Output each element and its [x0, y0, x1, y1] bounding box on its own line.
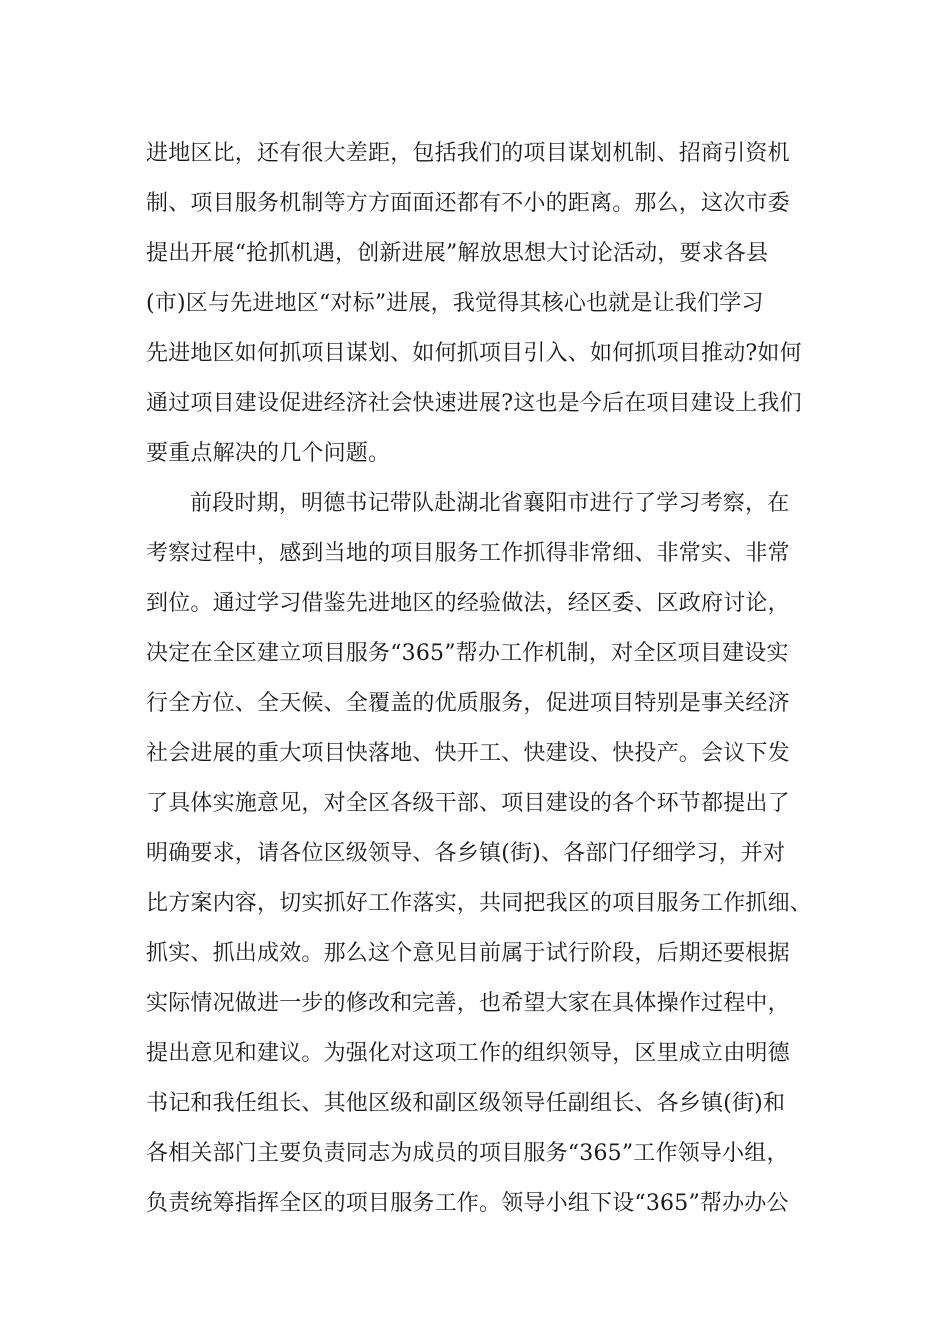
text-line: 制、项目服务机制等方方面面还都有不小的距离。那么，这次市委 — [146, 191, 790, 216]
text-line: 负责统筹指挥全区的项目服务工作。领导小组下设“365”帮办办公 — [146, 1191, 789, 1216]
text-line: 书记和我任组长、其他区级和副区级领导任副组长、各乡镇(街)和 — [146, 1091, 786, 1116]
text-line: 行全方位、全天候、全覆盖的优质服务，促进项目特别是事关经济 — [146, 691, 790, 716]
text-line: 要重点解决的几个问题。 — [146, 441, 391, 466]
text-line: 社会进展的重大项目快落地、快开工、快建设、快投产。会议下发 — [146, 741, 790, 766]
text-line: 实际情况做进一步的修改和完善，也希望大家在具体操作过程中， — [146, 991, 790, 1016]
text-line: 了具体实施意见，对全区各级干部、项目建设的各个环节都提出了 — [146, 791, 790, 816]
text-line: 抓实、抓出成效。那么这个意见目前属于试行阶段，后期还要根据 — [146, 941, 790, 966]
paragraph-first-line: 前段时期，明德书记带队赴湖北省襄阳市进行了学习考察，在 — [190, 491, 790, 516]
text-line: 提出开展“抢抓机遇，创新进展”解放思想大讨论活动，要求各县 — [146, 241, 769, 266]
text-line: 考察过程中，感到当地的项目服务工作抓得非常细、非常实、非常 — [146, 541, 790, 566]
text-line: 明确要求，请各位区级领导、各乡镇(街)、各部门仔细学习，并对 — [146, 841, 786, 866]
text-line: 提出意见和建议。为强化对这项工作的组织领导，区里成立由明德 — [146, 1041, 790, 1066]
text-line: 决定在全区建立项目服务“365”帮办工作机制，对全区项目建设实 — [146, 641, 789, 666]
text-line: 比方案内容，切实抓好工作落实，共同把我区的项目服务工作抓细、 — [146, 891, 813, 916]
text-line: 先进地区如何抓项目谋划、如何抓项目引入、如何抓项目推动?如何 — [146, 341, 802, 366]
text-line: 到位。通过学习借鉴先进地区的经验做法，经区委、区政府讨论， — [146, 591, 790, 616]
text-line: (市)区与先进地区“对标”进展，我觉得其核心也就是让我们学习 — [146, 291, 764, 316]
text-line: 进地区比，还有很大差距，包括我们的项目谋划机制、招商引资机 — [146, 141, 790, 166]
text-line: 通过项目建设促进经济社会快速进展?这也是今后在项目建设上我们 — [146, 391, 802, 416]
text-line: 各相关部门主要负责同志为成员的项目服务“365”工作领导小组， — [146, 1141, 789, 1166]
